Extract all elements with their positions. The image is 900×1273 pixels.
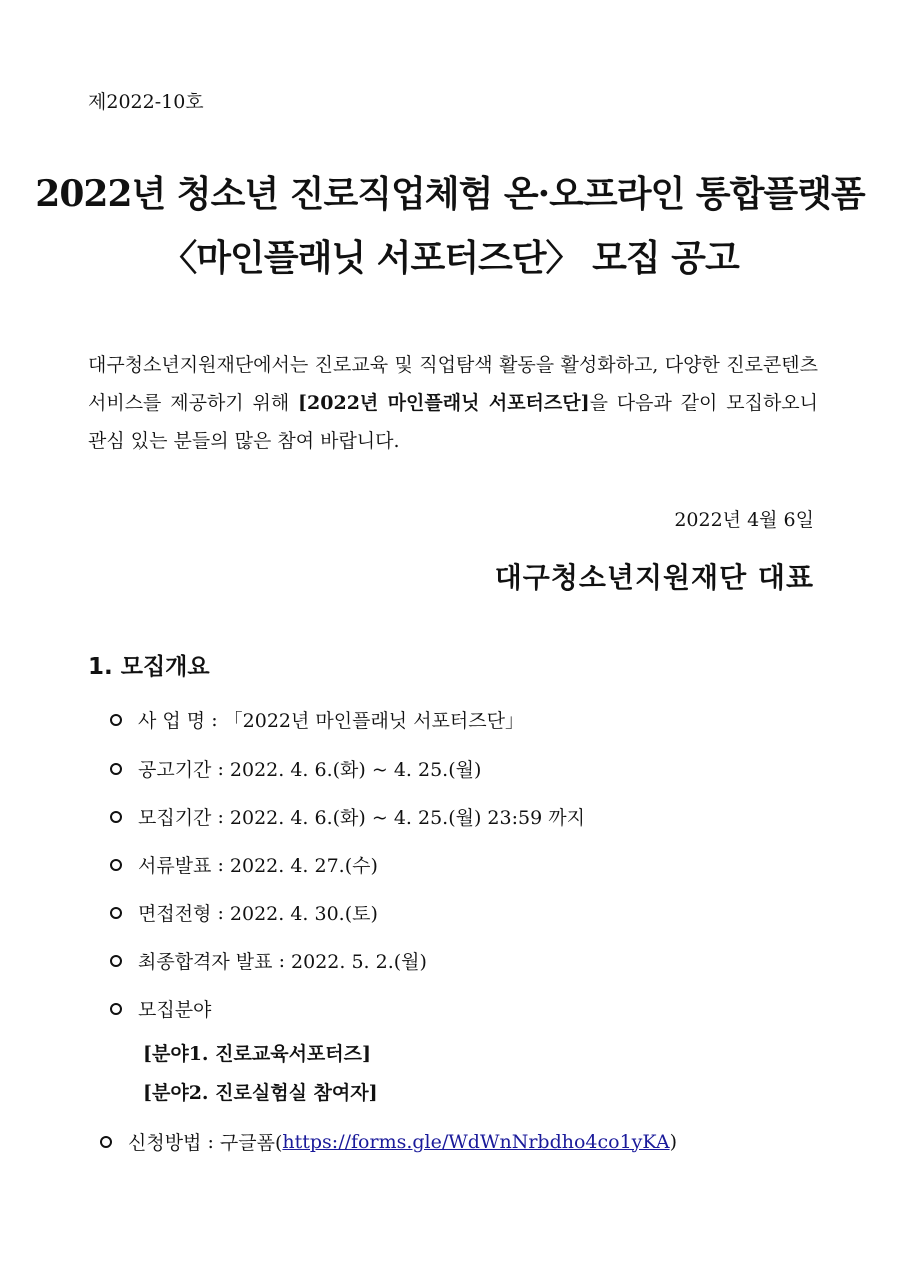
- item-value: 2022. 4. 6.(화) ~ 4. 25.(월): [229, 759, 482, 781]
- item-label: 사 업 명: [138, 710, 206, 732]
- announcement-date: 2022년 4월 6일: [674, 509, 814, 531]
- field-item: [분야2. 진로실험실 참여자]: [143, 1082, 378, 1104]
- item-value: 2022. 4. 27.(수): [229, 855, 378, 877]
- apply-prefix: 구글폼(: [219, 1132, 283, 1154]
- circle-bullet-icon: [110, 907, 122, 919]
- intro-paragraph: [88, 346, 818, 460]
- document-number: 제2022-10호: [88, 91, 204, 113]
- list-item: 최종합격자 발표 : 2022. 5. 2.(월): [110, 947, 427, 974]
- list-item: 사 업 명 : 「2022년 마인플래닛 서포터즈단」: [110, 706, 524, 733]
- circle-bullet-icon: [100, 1136, 112, 1148]
- list-item: [110, 995, 211, 1022]
- item-value: 2022. 4. 30.(토): [229, 903, 378, 925]
- intro-text-2: 을 다음과 같이 모집하오니 관심 있는 분들의 많은 참여 바랍니다.: [88, 392, 819, 452]
- title-line-2: 〈마인플래닛 서포터즈단〉 모집 공고: [161, 237, 739, 279]
- item-label: 공고기간: [138, 759, 212, 781]
- issuer-name: 대구청소년지원재단 대표: [494, 561, 814, 594]
- list-item: 서류발표 : 2022. 4. 27.(수): [110, 851, 378, 878]
- item-label: 서류발표: [138, 855, 212, 877]
- section-title: 1. 모집개요: [88, 654, 210, 680]
- apply-suffix: ): [669, 1130, 677, 1153]
- item-label: 모집기간: [138, 807, 212, 829]
- item-value: 「2022년 마인플래닛 서포터즈단」: [223, 710, 524, 732]
- title-line-1: 2022년 청소년 진로직업체험 온·오프라인 통합플랫폼: [35, 173, 865, 215]
- list-item: 공고기간 : 2022. 4. 6.(화) ~ 4. 25.(월): [110, 755, 481, 782]
- google-form-link[interactable]: https://forms.gle/WdWnNrbdho4co1yKA: [282, 1130, 670, 1153]
- item-label: 신청방법: [128, 1132, 202, 1154]
- intro-bold-text: [2022년 마인플래닛 서포터즈단]: [298, 392, 590, 414]
- list-item: 모집기간 : 2022. 4. 6.(화) ~ 4. 25.(월) 23:59 까지: [110, 803, 585, 830]
- circle-bullet-icon: [110, 714, 122, 726]
- item-label: 모집분야: [138, 999, 212, 1021]
- list-item: 신청방법 : 구글폼( https://forms.gle/WdWnNrbdho4co1yKA ): [100, 1128, 677, 1155]
- item-value: 2022. 4. 6.(화) ~ 4. 25.(월) 23:59 까지: [229, 807, 585, 829]
- circle-bullet-icon: [110, 955, 122, 967]
- circle-bullet-icon: [110, 811, 122, 823]
- field-item: [분야1. 진로교육서포터즈]: [143, 1043, 371, 1065]
- item-label: 면접전형: [138, 903, 212, 925]
- circle-bullet-icon: [110, 859, 122, 871]
- circle-bullet-icon: [110, 763, 122, 775]
- list-item: 면접전형 : 2022. 4. 30.(토): [110, 899, 378, 926]
- intro-text-1: 대구청소년지원재단에서는 진로교육 및 직업탐색 활동을 활성화하고, 다양한 진로콘텐츠 서비스를 제공하기 위해: [88, 354, 818, 414]
- item-label: 최종합격자 발표: [138, 951, 273, 973]
- circle-bullet-icon: [110, 1003, 122, 1015]
- item-value: 2022. 5. 2.(월): [291, 951, 427, 973]
